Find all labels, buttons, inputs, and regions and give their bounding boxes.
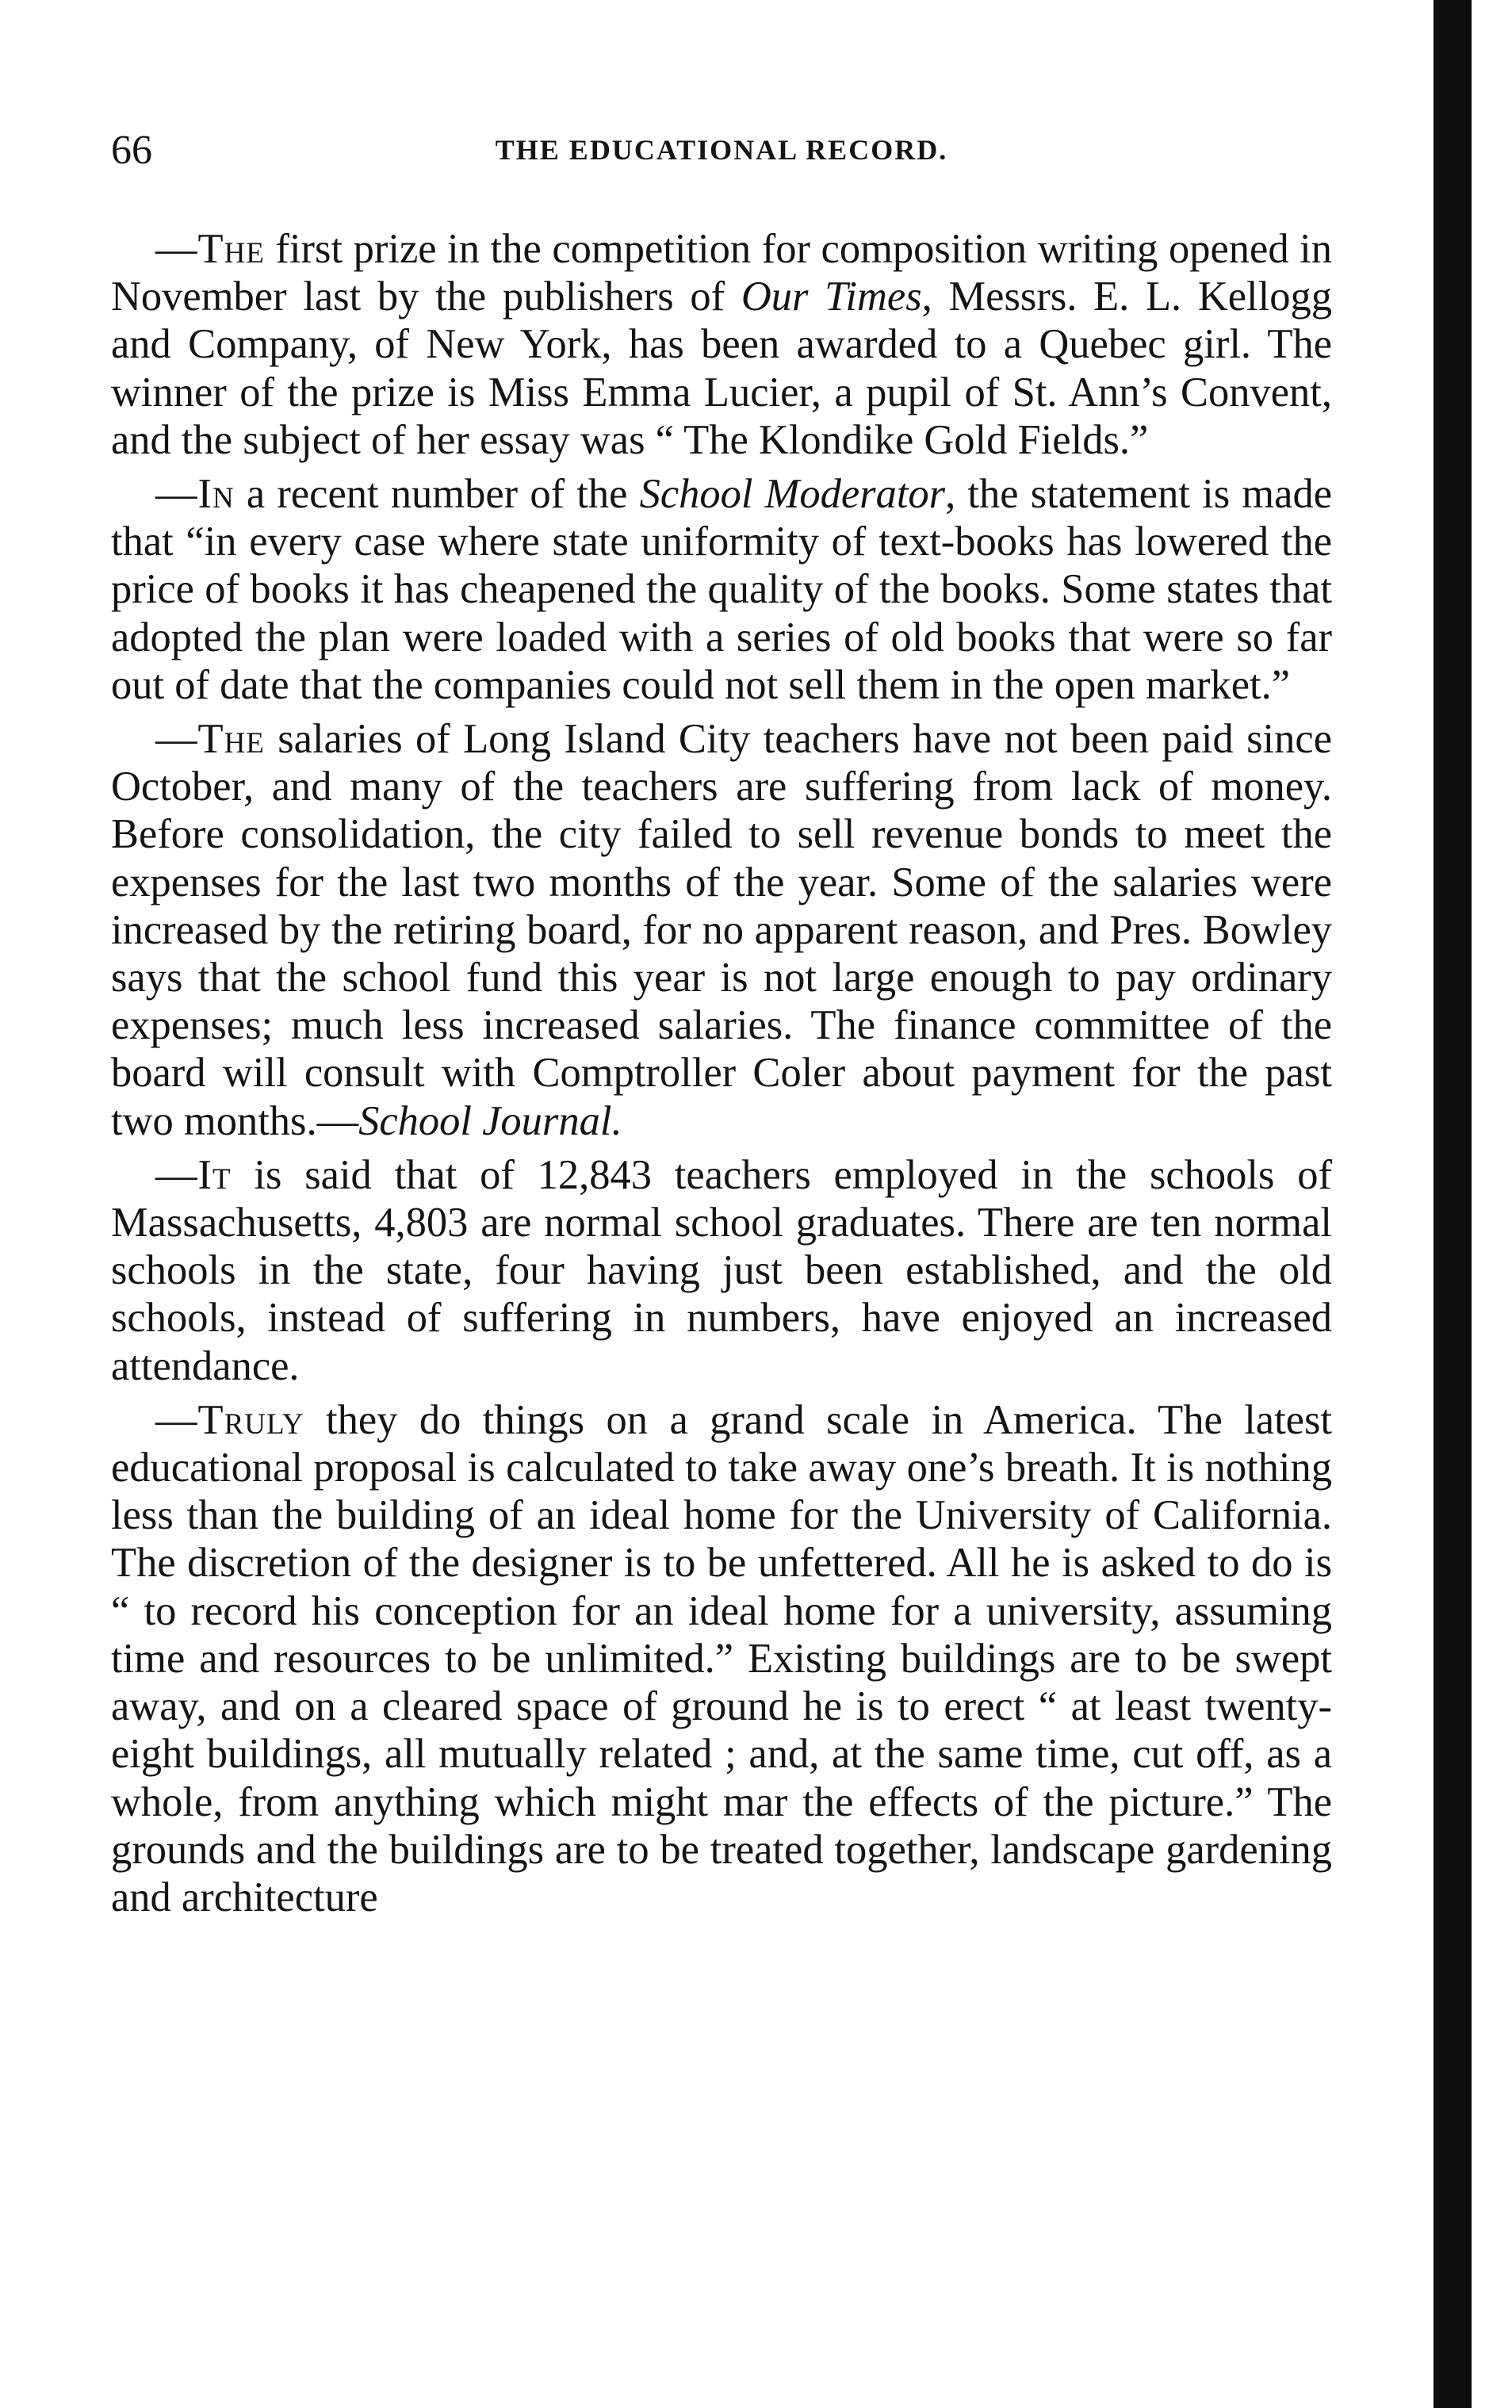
paragraph-text: , Messrs. E. L. Kellogg and Company, of New York, has been awarded to a Quebec girl. The winner of the prize is Miss Emma Lucier, a pupil of St. Ann’s Convent, and the subject of her essay was “ The Klondike Gold Fields.” (111, 274, 1332, 463)
paragraph-lead: —It (155, 1151, 232, 1198)
paragraph (111, 715, 1332, 1145)
paragraph-text: a recent number of the (234, 471, 640, 518)
page-number: 66 (111, 128, 152, 173)
paragraph-lead: —The (155, 716, 265, 763)
italic-title: School Moderator (639, 471, 946, 518)
page-header (111, 127, 1332, 182)
paragraph-text: salaries of Long Island City teachers have not been paid since October, and many of the teachers are suffering from lack of money. Before consolidation, the city failed to sell revenue bonds to meet the expenses for the last two months of the year. Some of the salaries were increased by the retiring board, for no apparent reason, and Pres. Bowley says that the school fund this year is not large enough to pay ordinary expenses; much less increased salaries. The finance committee of the board will consult with Comptroller Coler about payment for the past two months.— (111, 716, 1332, 1144)
italic-title: Our Times (741, 274, 922, 320)
paragraph (111, 225, 1332, 464)
scan-edge-bar (1434, 0, 1472, 2408)
paragraph-text: is said that of 12,843 teachers employed in the schools of Massachusetts, 4,803 are normal school graduates. There are ten normal schools in the state, four having just been established, and the old schools, instead of suffering in numbers, have enjoyed an increased attendance. (111, 1151, 1332, 1389)
paragraph-lead: —In (155, 471, 235, 518)
paragraph (111, 470, 1332, 709)
paragraph (111, 1396, 1332, 1921)
page (111, 127, 1332, 1928)
paragraph-lead: —Truly (155, 1396, 304, 1443)
paragraph (111, 1151, 1332, 1390)
running-title: THE EDUCATIONAL RECORD. (495, 134, 948, 166)
paragraph-lead: —The (155, 226, 265, 272)
paragraph-text: , the statement is made that “in every case where state uniformity of text-books has lowered the price of books it has cheapened the quality of the books. Some states that adopted the plan were loaded with a series of old books that were so far out of date that the companies could not sell them in the open market.” (111, 471, 1332, 708)
paragraph-text: first prize in the competition for composition writing opened in November last by the publishers of (111, 226, 1332, 320)
paragraph-text: they do things on a grand scale in America. The latest educational proposal is calculated to take away one’s breath. It is nothing less than the building of an ideal home for the University of California. The discretion of the designer is to be unfettered. All he is asked to do is “ to record his conception for an ideal home for a university, assuming time and resources to be unlimited.” Existing buildings are to be swept away, and on a cleared space of ground he is to erect “ at least twenty-eight buildings, all mutually related ; and, at the same time, cut off, as a whole, from anything which might mar the effects of the picture.” The grounds and the buildings are to be treated together, landscape gardening and architecture (111, 1396, 1332, 1920)
article-body (111, 225, 1332, 1921)
italic-title: School Journal. (358, 1097, 622, 1144)
